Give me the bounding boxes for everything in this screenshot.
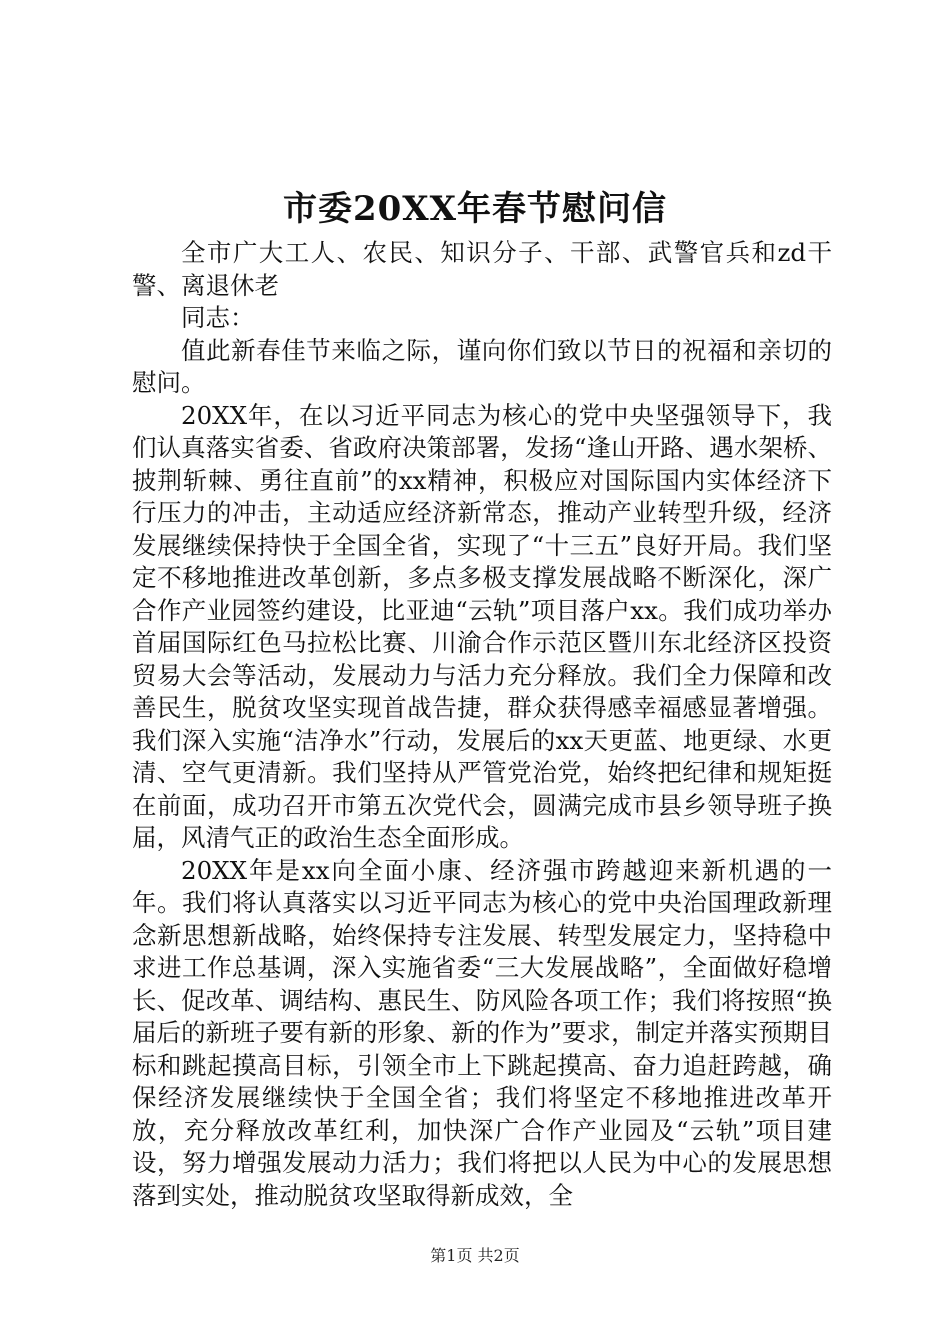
greeting: 全市广大工人、农民、知识分子、干部、武警官兵和zd干警、离退休老	[132, 238, 832, 300]
paragraph: 20XX年，在以习近平同志为核心的党中央坚强领导下，我们认真落实省委、省政府决策部署，发扬“逢山开路、遇水架桥、披荆斩棘、勇往直前”的xx精神，积极应对国际国内实体经济下行压力的冲击，主动适应经济新常态，推动产业转型升级，经济发展继续保持快于全国全省，实现了“十三五”良好开局。我们坚定不移地推进改革创新，多点多极支撑发展战略不断深化，深广合作产业园签约建设，比亚迪“云轨”项目落户xx。我们成功举办首届国际红色马拉松比赛、川渝合作示范区暨川东北经济区投资贸易大会等活动，发展动力与活力充分释放。我们全力保障和改善民生，脱贫攻坚实现首战告捷，群众获得感幸福感显著增强。我们深入实施“洁净水”行动，发展后的xx天更蓝、地更绿、水更清、空气更清新。我们坚持从严管党治党，始终把纪律和规矩挺在前面，成功召开市第五次党代会，圆满完成市县乡领导班子换届，风清气正的政治生态全面形成。	[132, 400, 832, 852]
page-number-footer: 第1页 共2页	[430, 1246, 520, 1265]
paragraph: 20XX年是xx向全面小康、经济强市跨越迎来新机遇的一年。我们将认真落实以习近平同志为核心的党中央治国理政新理念新思想新战略，始终保持专注发展、转型发展定力，坚持稳中求进工作总基调，深入实施省委“三大发展战略”，全面做好稳增长、促改革、调结构、惠民生、防风险各项工作；我们将按照“换届后的新班子要有新的形象、新的作为”要求，制定并落实预期目标和跳起摸高目标，引领全市上下跳起摸高、奋力追赶跨越，确保经济发展继续快于全国全省；我们将坚定不移地推进改革开放，充分释放改革红利，加快深广合作产业园及“云轨”项目建设，努力增强发展动力活力；我们将把以人民为中心的发展思想落到实处，推动脱贫攻坚取得新成效，全	[132, 855, 832, 1210]
letter-body	[132, 237, 832, 1212]
greeting-end: 同志：	[181, 303, 255, 332]
document-title: 市委20XX年春节慰问信	[282, 189, 668, 229]
paragraph: 值此新春佳节来临之际，谨向你们致以节日的祝福和亲切的慰问。	[132, 335, 832, 397]
